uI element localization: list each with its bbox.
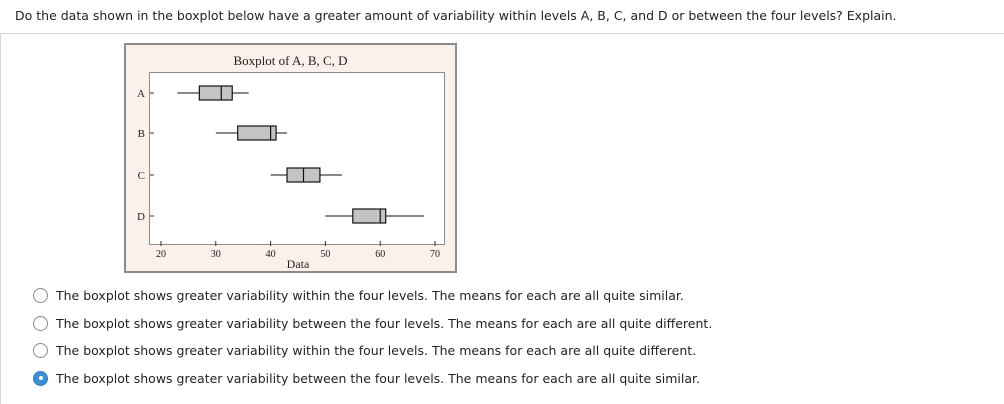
category-label-b: B: [137, 128, 145, 140]
category-label-a: A: [137, 88, 145, 100]
radio-button[interactable]: [33, 316, 48, 331]
x-tick-label: 50: [320, 249, 331, 260]
radio-button-selected[interactable]: [33, 371, 48, 386]
answer-option-label: The boxplot shows greater variability between the four levels. The means for each are all quite different.: [56, 315, 713, 331]
boxplot-chart: [126, 45, 459, 275]
x-tick-label: 20: [155, 249, 166, 260]
answer-option-label: The boxplot shows greater variability within the four levels. The means for each are all quite different.: [56, 343, 697, 359]
answer-option[interactable]: [33, 310, 712, 338]
answer-option[interactable]: [33, 337, 712, 365]
x-axis-title: Data: [286, 257, 310, 271]
x-tick-label: 60: [375, 249, 386, 260]
left-divider: [0, 34, 1, 404]
chart-title: Boxplot of A, B, C, D: [233, 53, 348, 68]
answer-option-label: The boxplot shows greater variability between the four levels. The means for each are all quite similar.: [56, 370, 700, 386]
answer-option-label: The boxplot shows greater variability within the four levels. The means for each are all quite similar.: [56, 288, 684, 304]
boxplot-panel: [124, 43, 457, 273]
answer-options: [33, 282, 712, 392]
category-label-c: C: [137, 170, 145, 182]
question-text: Do the data shown in the boxplot below have a greater amount of variability within levels A, B, C, and D or between the four levels? Explain.: [0, 0, 1004, 34]
radio-button[interactable]: [33, 343, 48, 358]
box-a: [199, 86, 232, 100]
answer-option[interactable]: [33, 282, 712, 310]
x-tick-label: 70: [430, 249, 441, 260]
radio-button[interactable]: [33, 288, 48, 303]
answer-option[interactable]: [33, 365, 712, 393]
x-tick-label: 40: [265, 249, 276, 260]
category-label-d: D: [137, 211, 145, 223]
x-tick-label: 30: [210, 249, 221, 260]
